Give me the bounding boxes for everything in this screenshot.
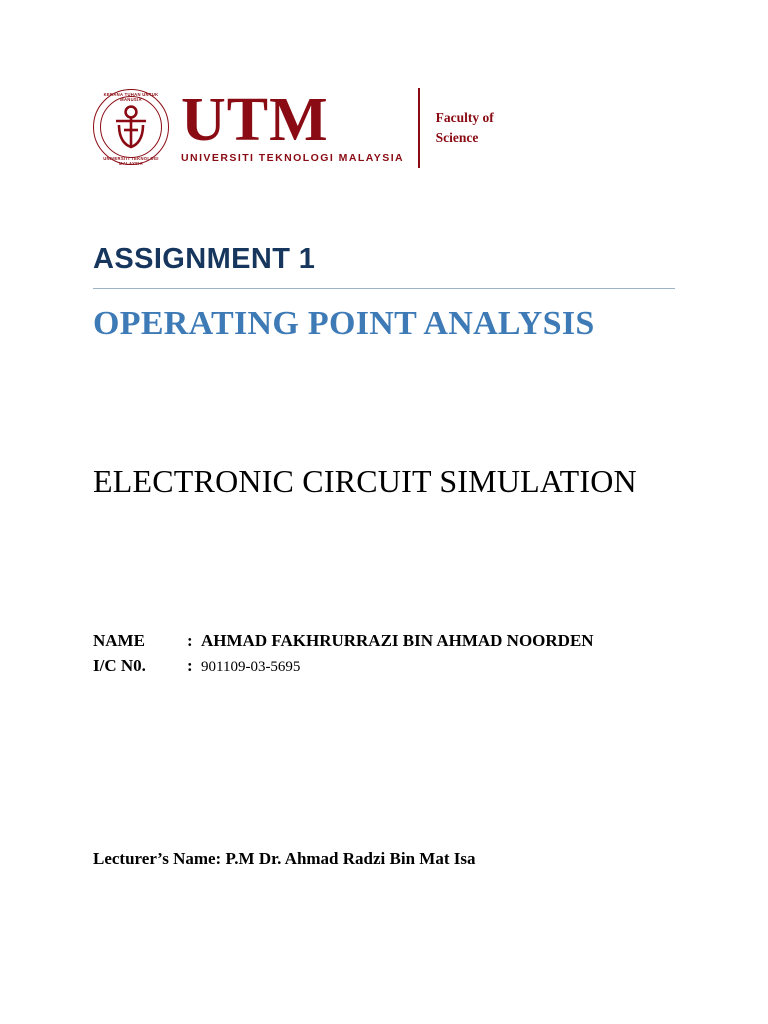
assignment-title: ASSIGNMENT 1: [93, 243, 316, 275]
letterhead: [93, 88, 494, 168]
crest-motto-bottom: UNIVERSITI TEKNOLOGI MALAYSIA: [103, 156, 159, 166]
name-value: AHMAD FAKHRURRAZI BIN AHMAD NOORDEN: [201, 631, 594, 650]
name-colon: :: [187, 631, 193, 650]
faculty-name: [436, 108, 494, 147]
subject-title: OPERATING POINT ANALYSIS: [93, 305, 595, 342]
crest-emblem-icon: [110, 103, 152, 151]
utm-wordmark-subtext: UNIVERSITI TEKNOLOGI MALAYSIA: [181, 151, 405, 164]
detail-row-ic: [93, 653, 594, 678]
utm-wordmark: [181, 86, 405, 164]
student-details: [93, 628, 594, 678]
document-heading: ELECTRONIC CIRCUIT SIMULATION: [93, 463, 637, 499]
crest-motto-top: KERANA TUHAN UNTUK MANUSIA: [103, 92, 159, 102]
utm-wordmark-text: UTM: [181, 86, 329, 155]
ic-colon: :: [187, 656, 193, 676]
lecturer-name: Lecturer’s Name: P.M Dr. Ahmad Radzi Bin Mat Isa: [93, 849, 476, 868]
faculty-line-1: Faculty of: [435, 110, 494, 126]
name-label: NAME: [93, 631, 145, 650]
letterhead-divider: [418, 88, 420, 168]
faculty-line-2: Science: [435, 130, 479, 145]
ic-label: I/C N0.: [93, 656, 146, 676]
title-divider-rule: [93, 288, 675, 289]
ic-value: 901109-03-5695: [201, 659, 301, 676]
detail-row-name: [93, 628, 594, 653]
utm-crest-logo: [93, 89, 171, 167]
